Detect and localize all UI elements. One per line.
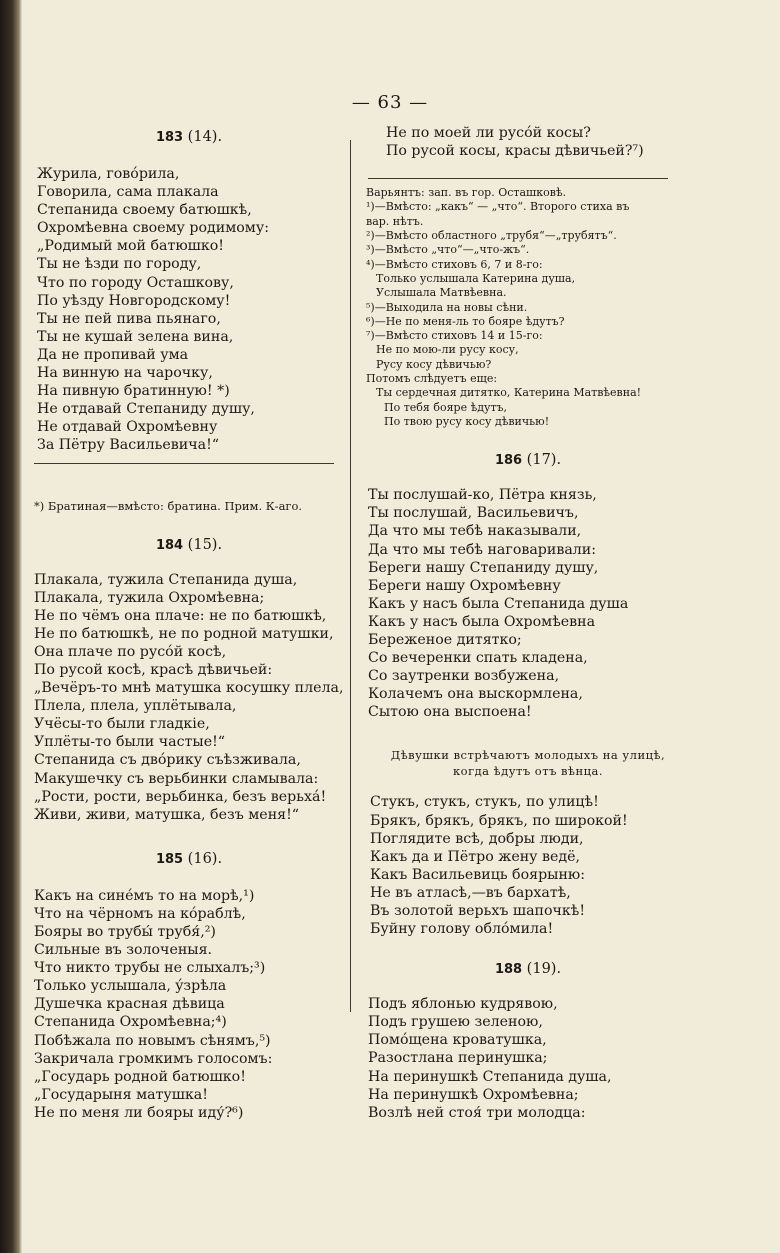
verse-line: Буйну голову облóмила! [370,921,554,938]
column-divider [350,140,351,1012]
verse-line: Плакала, тужила Степанида душа, [34,571,298,588]
song-186-verse [366,486,690,721]
verse-line: Не по меня ли бояры иду́?⁶) [34,1104,244,1121]
verse-line: Живи, живи, матушка, безъ меня!“ [34,806,300,823]
verse-line: Не по моей ли русóй косы? [386,125,591,141]
verse-line: Какъ да и Пётро жену ведё, [370,848,581,865]
verse-line: Степанида съ двóрику съѣзживала, [34,752,301,769]
song-subnumber: (15). [183,536,223,553]
verse-line: Помóщена кроватушка, [368,1032,547,1049]
verse-line: На пивную братинную! *) [37,383,230,400]
verse-line: Сытою она выспоена! [368,704,532,721]
verse-line: Закричала громкимъ голосомъ: [34,1050,273,1067]
song-number: 186 [494,453,523,469]
song-184-verse [34,571,344,824]
song-185-continuation [366,124,690,160]
song-187-caption: Дѣвушки встрѣчаютъ молодыхъ на улицѣ, [390,748,666,763]
song-185-verse [34,887,344,1122]
verse-line: Она плаче по русóй косѣ, [34,643,227,660]
variant-note: ¹)—Вмѣсто: „какъ“ — „что“. Второго стиха въ [366,200,630,214]
verse-line: „Вечёръ-то мнѣ матушка косушку плела, [34,680,344,697]
song-188-heading [366,960,690,979]
song-number: 188 [494,962,523,978]
verse-line: Макушечку съ верьбинки сламывала: [34,770,319,787]
verse-line: Побѣжала по новымъ сѣнямъ,⁵) [34,1032,271,1049]
variant-note: ⁶)—Не по меня-ль то бояре ѣдутъ? [366,314,565,328]
verse-line: Душечка красная дѣвица [34,996,225,1013]
song-number: 183 [155,130,184,145]
verse-line: Подъ грушею зеленою, [368,1014,543,1031]
left-column [34,128,344,1122]
book-spine-shadow [0,0,22,1253]
verse-line: Разостлана перинушка; [368,1050,548,1067]
verse-line: Бояры во трубы́ трубя́,²) [34,924,216,940]
verse-line: Да что мы тебѣ наговаривали: [368,541,597,558]
verse-line: Только услышала, ýзрѣла [34,978,227,995]
verse-line: Охромѣевна своему родимому: [37,220,269,237]
variant-note: По тебя бояре ѣдутъ, [384,400,508,414]
verse-line: Со вечеренки спать кладена, [368,650,588,667]
verse-line: Не отдавай Степаниду душу, [37,401,255,418]
page-number: — 63 — [351,92,429,113]
song-number: 184 [155,537,184,553]
verse-line: Степанида Охромѣевна;⁴) [34,1014,227,1031]
song-184-heading [34,536,344,555]
variant-note: По твою русу косу дѣвичью! [384,414,550,428]
verse-line: Брякъ, брякъ, брякъ, по широкой! [370,812,628,829]
right-column [366,124,690,1122]
verse-line: Ты послушай, Васильевичъ, [368,505,579,522]
variant-note: ⁴)—Вмѣсто стиховъ 6, 7 и 8-го: [366,257,543,271]
variant-note: Потомъ слѣдуетъ еще: [366,372,498,386]
song-subnumber: (17). [522,452,562,469]
verse-line: „Государыня матушка! [34,1086,208,1103]
verse-line: Что на чёрномъ на кóраблѣ, [34,905,246,922]
verse-line: Какъ у насъ была Степанида душа [368,595,629,612]
song-186-heading [366,451,690,470]
verse-line: Не по батюшкѣ, не по родной матушки, [34,625,334,642]
verse-line: Береги нашу Охромѣевну [368,577,561,594]
verse-line: Поглядите всѣ, добры люди, [370,830,584,847]
verse-line: За Пётру Васильевича!“ [37,437,220,454]
variant-note: вар. нѣтъ. [366,214,424,228]
song-188-verse [366,995,690,1122]
song-187-verse [366,793,690,938]
verse-line: Журила, говóрила, [37,166,180,182]
song-subnumber: (19). [522,961,562,978]
verse-line: По русой косы, красы дѣвичьей?⁷) [386,143,644,160]
song-number: 185 [155,851,184,867]
verse-line: Говорила, сама плакала [37,184,219,201]
verse-line: Со заутренки возбужена, [368,668,560,685]
verse-line: Береженое дитятко; [368,631,522,648]
verse-line: Учёсы-то были гладкіе, [34,716,210,733]
verse-line: „Рости, рости, верьбинка, безъ верьхá! [34,788,327,805]
verse-line: На перинушкѣ Степанида душа, [368,1068,612,1085]
verse-line: Да не пропивай ума [37,346,189,363]
verse-line: Что по городу Осташкову, [37,274,234,291]
verse-line: Въ золотой верьхъ шапочкѣ! [370,903,586,920]
verse-line: Какъ Васильевиць боярыню: [370,866,586,883]
verse-line: Ты не ѣзди по городу, [37,256,202,273]
verse-line: Какъ у насъ была Охромѣевна [368,613,596,630]
variant-note: Ты сердечная дитятко, Катерина Матвѣевна! [376,386,642,400]
song-187-caption-line2: когда ѣдутъ отъ вѣнца. [452,764,604,779]
song-183-verse [34,165,344,455]
song-183-heading [34,128,344,147]
variants-notes [366,186,690,429]
verse-line: Плакала, тужила Охромѣевна; [34,589,265,606]
verse-line: Какъ на синéмъ то на морѣ,¹) [34,887,255,904]
verse-line: Не по чёмъ она плаче: не по батюшкѣ, [34,607,327,624]
verse-line: Уплёты-то были частые!“ [34,734,226,751]
verse-line: „Родимый мой батюшко! [37,238,224,255]
verse-line: По уѣзду Новгородскому! [37,292,231,309]
verse-line: Сильные въ золоченыя. [34,942,213,959]
song-subnumber: (16). [183,850,223,867]
song-subnumber: (14). [183,129,223,145]
verse-line: Возлѣ ней стоя́ три молодца: [368,1104,586,1121]
verse-line: Ты не пей пива пьянаго, [37,310,221,327]
verse-line: Ты послушай-ко, Пётра князь, [368,487,597,504]
verse-line: Колачемъ она выскормлена, [368,686,583,703]
verse-line: На перинушкѣ Охромѣевна; [368,1086,579,1103]
variant-note: Русу косу дѣвичью? [376,357,492,371]
verse-line: Что никто трубы не слыхалъ;³) [34,960,266,977]
verse-line: Не отдавай Охромѣевну [37,419,218,436]
variant-note: ³)—Вмѣсто „что“—„что-жъ“. [366,243,530,257]
variant-note: ²)—Вмѣсто областного „трубя“—„трубятъ“. [366,229,617,243]
verse-line: „Государь родной батюшко! [34,1068,246,1085]
verse-line: Степанида своему батюшкѣ, [37,202,252,219]
variant-note: Услышала Матвѣевна. [376,286,507,300]
verse-line: По русой косѣ, красѣ дѣвичьей: [34,661,273,678]
verse-line: Ты не кушай зелена вина, [37,328,234,345]
verse-line: Не въ атласѣ,—въ бархатѣ, [370,884,571,901]
variant-note: ⁷)—Вмѣсто стиховъ 14 и 15-го: [366,329,543,343]
verse-line: Да что мы тебѣ наказывали, [368,523,582,540]
variant-note: Не по мою-ли русу косу, [376,343,519,357]
verse-line: Плела, плела, уплётывала, [34,698,237,715]
verse-line: Береги нашу Степаниду душу, [368,559,599,576]
song-185-heading [34,850,344,869]
verse-line: Подъ яблонью кудрявою, [368,996,558,1013]
verse-line: Стукъ, стукъ, стукъ, по улицѣ! [370,794,599,811]
variant-note: ⁵)—Выходила на новы сѣни. [366,300,528,314]
verse-line: На винную на чарочку, [37,365,213,382]
variant-note: Только услышала Катерина душа, [376,271,576,285]
footnote-183: *) Братиная—вмѣсто: братина. Прим. К-аго. [34,498,303,513]
variant-note: Варьянтъ: зап. въ гор. Осташковѣ. [366,186,567,200]
